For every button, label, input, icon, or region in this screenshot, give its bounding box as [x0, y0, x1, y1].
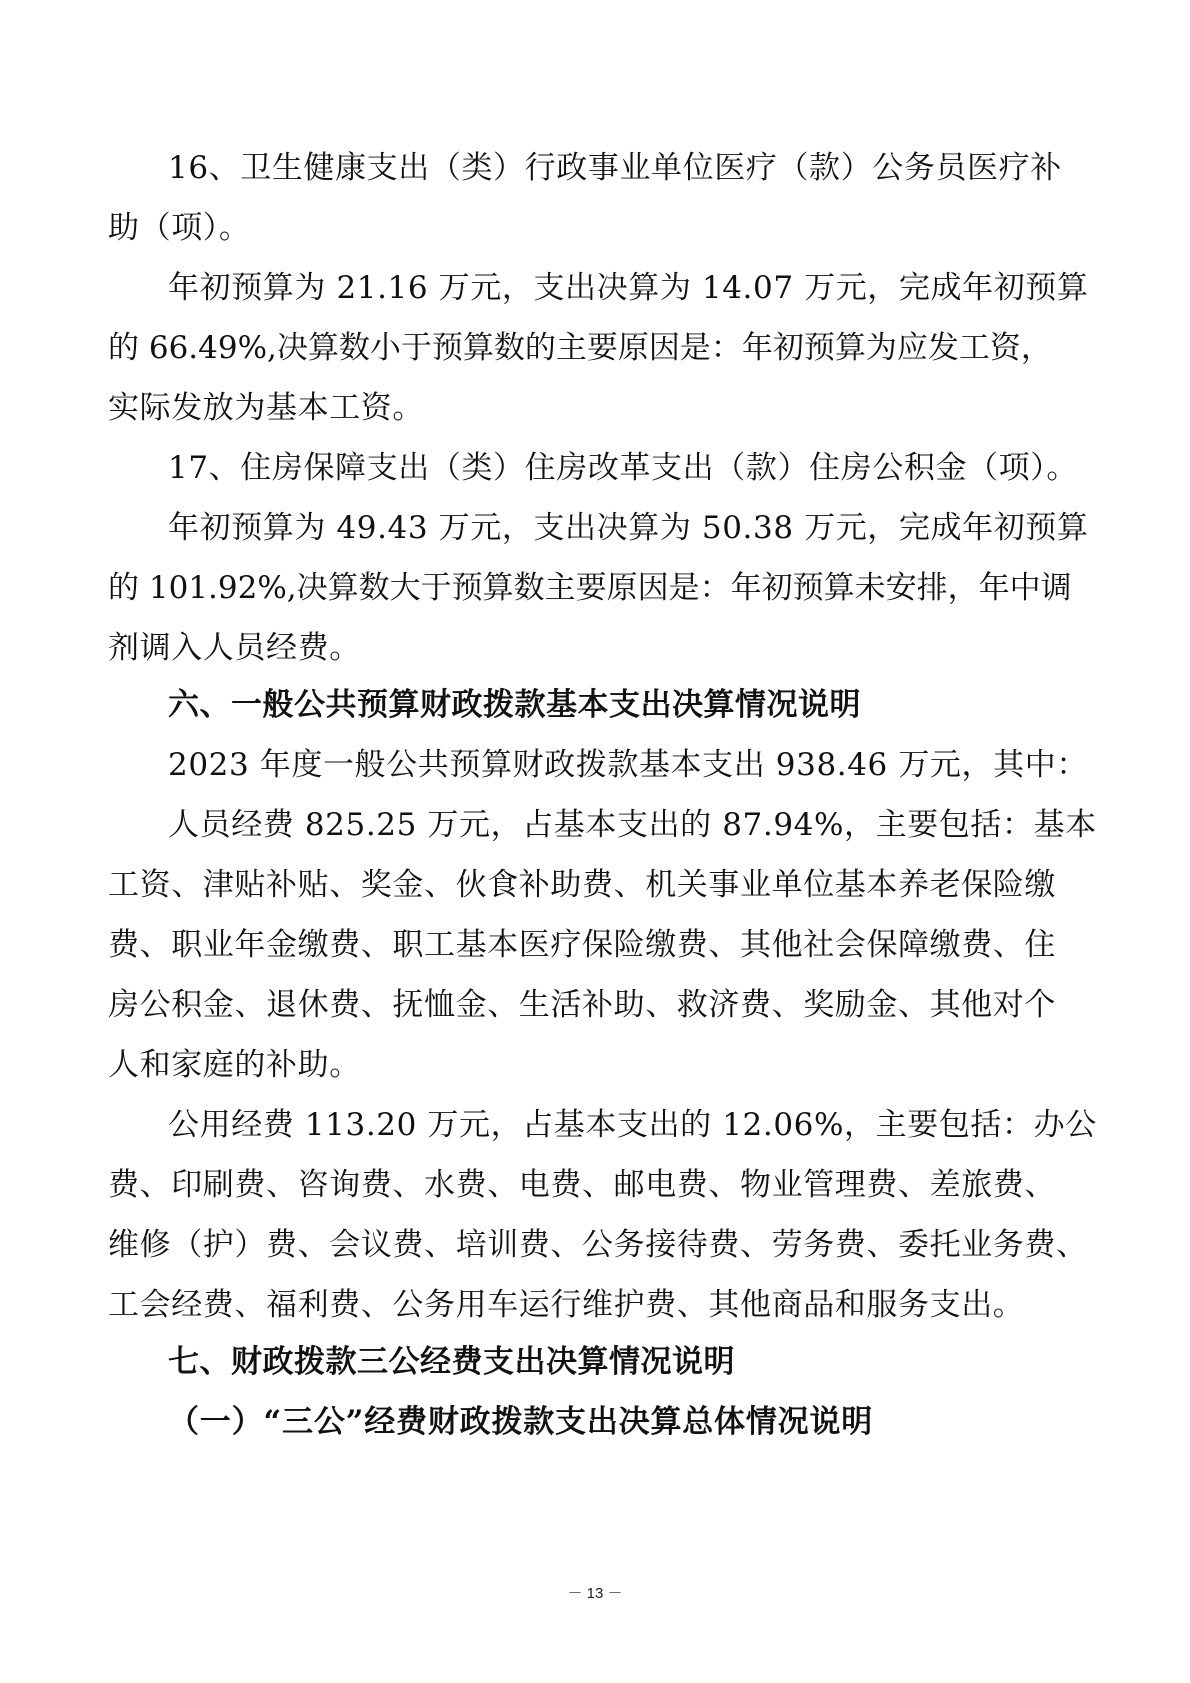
- text-line-7: 年初预算为 49.43 万元，支出决算为 50.38 万元，完成年初预算: [168, 510, 1089, 546]
- text-line-16: 人和家庭的补助。: [108, 1047, 361, 1083]
- text-line-4: 的 66.49%,决算数小于预算数的主要原因是：年初预算为应发工资，: [108, 330, 1052, 366]
- text-line-5: 实际发放为基本工资。: [108, 390, 424, 426]
- text-line-13: 工资、津贴补贴、奖金、伙食补助费、机关事业单位基本养老保险缴: [108, 867, 1056, 903]
- text-line-18: 费、印刷费、咨询费、水费、电费、邮电费、物业管理费、差旅费、: [108, 1167, 1056, 1203]
- text-line-17: 公用经费 113.20 万元，占基本支出的 12.06%，主要包括：办公: [168, 1107, 1097, 1143]
- section-heading-6: 六、一般公共预算财政拨款基本支出决算情况说明: [168, 687, 861, 723]
- text-line-1: 16、卫生健康支出（类）行政事业单位医疗（款）公务员医疗补: [168, 150, 1062, 186]
- subsection-heading-1: （一）“三公”经费财政拨款支出决算总体情况说明: [168, 1404, 874, 1440]
- text-line-19: 维修（护）费、会议费、培训费、公务接待费、劳务费、委托业务费、: [108, 1227, 1088, 1263]
- text-line-8: 的 101.92%,决算数大于预算数主要原因是：年初预算未安排，年中调: [108, 570, 1072, 606]
- text-line-3: 年初预算为 21.16 万元，支出决算为 14.07 万元，完成年初预算: [168, 270, 1089, 306]
- text-line-9: 剂调入人员经费。: [108, 630, 361, 666]
- page-number: － 13 －: [567, 1585, 623, 1602]
- text-line-20: 工会经费、福利费、公务用车运行维护费、其他商品和服务支出。: [108, 1287, 1025, 1323]
- text-line-11: 2023 年度一般公共预算财政拨款基本支出 938.46 万元，其中：: [168, 747, 1088, 783]
- text-line-2: 助（项）。: [108, 210, 251, 246]
- text-line-15: 房公积金、退休费、抚恤金、生活补助、救济费、奖励金、其他对个: [108, 987, 1056, 1023]
- section-heading-7: 七、财政拨款三公经费支出决算情况说明: [168, 1344, 735, 1380]
- text-line-14: 费、职业年金缴费、职工基本医疗保险缴费、其他社会保障缴费、住: [108, 927, 1056, 963]
- text-line-12: 人员经费 825.25 万元，占基本支出的 87.94%，主要包括：基本: [168, 807, 1097, 843]
- text-line-6: 17、住房保障支出（类）住房改革支出（款）住房公积金（项）。: [168, 450, 1078, 486]
